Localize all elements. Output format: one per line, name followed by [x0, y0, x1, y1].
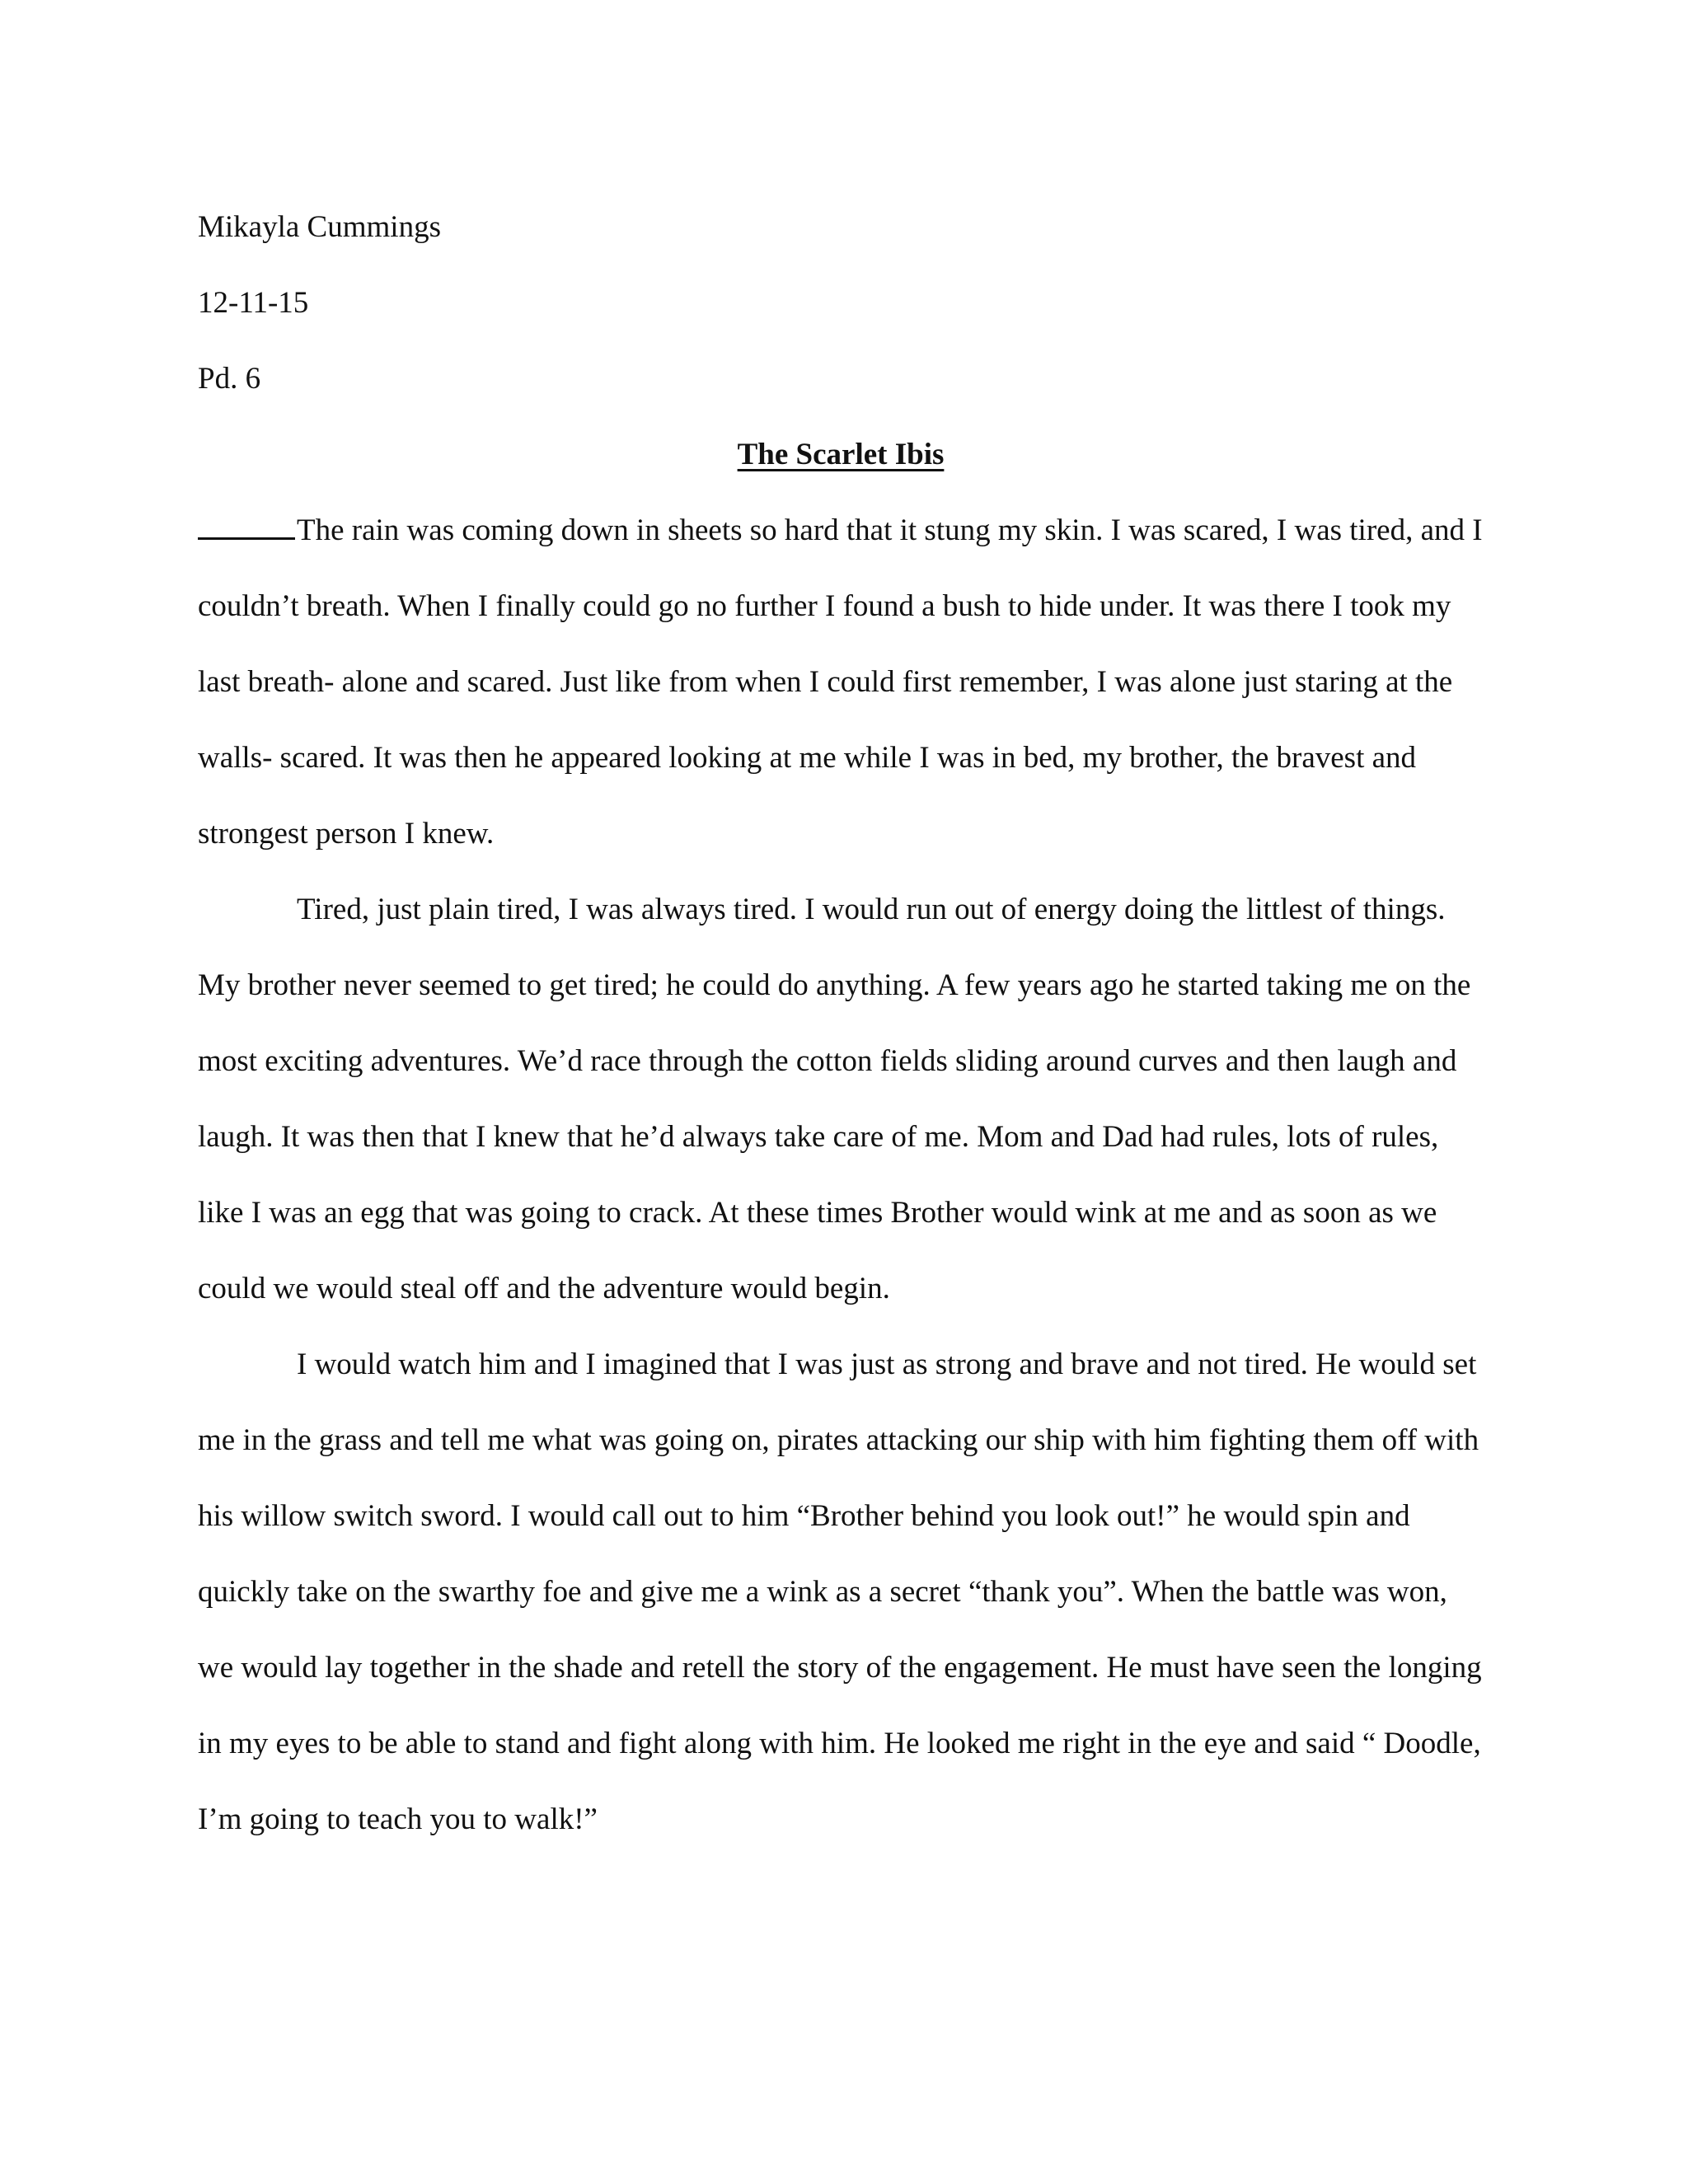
paragraph-2: Tired, just plain tired, I was always tired. I would run out of energy doing the littlest of things. My brother never seemed to get tired; he could do anything. A few years ago he started taking me on the most exciting adventures. We’d race through the cotton fields sliding around curves and then laugh and laugh. It was then that I knew that he’d always take care of me. Mom and Dad had rules, lots of rules, like I was an egg that was going to crack. At these times Brother would wink at me and as soon as we could we would steal off and the adventure would begin.: [198, 893, 1471, 1305]
assignment-date: 12-11-15: [198, 286, 309, 320]
document-body: [198, 190, 1484, 1858]
paragraph-1: [198, 493, 1484, 872]
underline-indent: [198, 509, 295, 540]
essay-title: The Scarlet Ibis: [737, 438, 945, 471]
paragraph-3: I would watch him and I imagined that I was just as strong and brave and not tired. He would set me in the grass and tell me what was going on, pirates attacking our ship with him fighting them off with his willow switch sword. I would call out to him “Brother behind you look out!” he would spin and quickly take on the swarthy foe and give me a wink as a secret “thank you”. When the battle was won, we would lay together in the shade and retell the story of the engagement. He must have seen the longing in my eyes to be able to stand and fight along with him. He looked me right in the eye and said “ Doodle, I’m going to teach you to walk!”: [198, 1347, 1482, 1836]
student-name: Mikayla Cummings: [198, 210, 441, 244]
paragraph-1-text: The rain was coming down in sheets so hard that it stung my skin. I was scared, I was tired, and I couldn’t breath. When I finally could go no further I found a bush to hide under. It was there I took my last breath- alone and scared. Just like from when I could first remember, I was alone just staring at the walls- scared. It was then he appeared looking at me while I was in bed, my brother, the bravest and strongest person I knew.: [198, 513, 1483, 851]
class-period: Pd. 6: [198, 362, 261, 396]
